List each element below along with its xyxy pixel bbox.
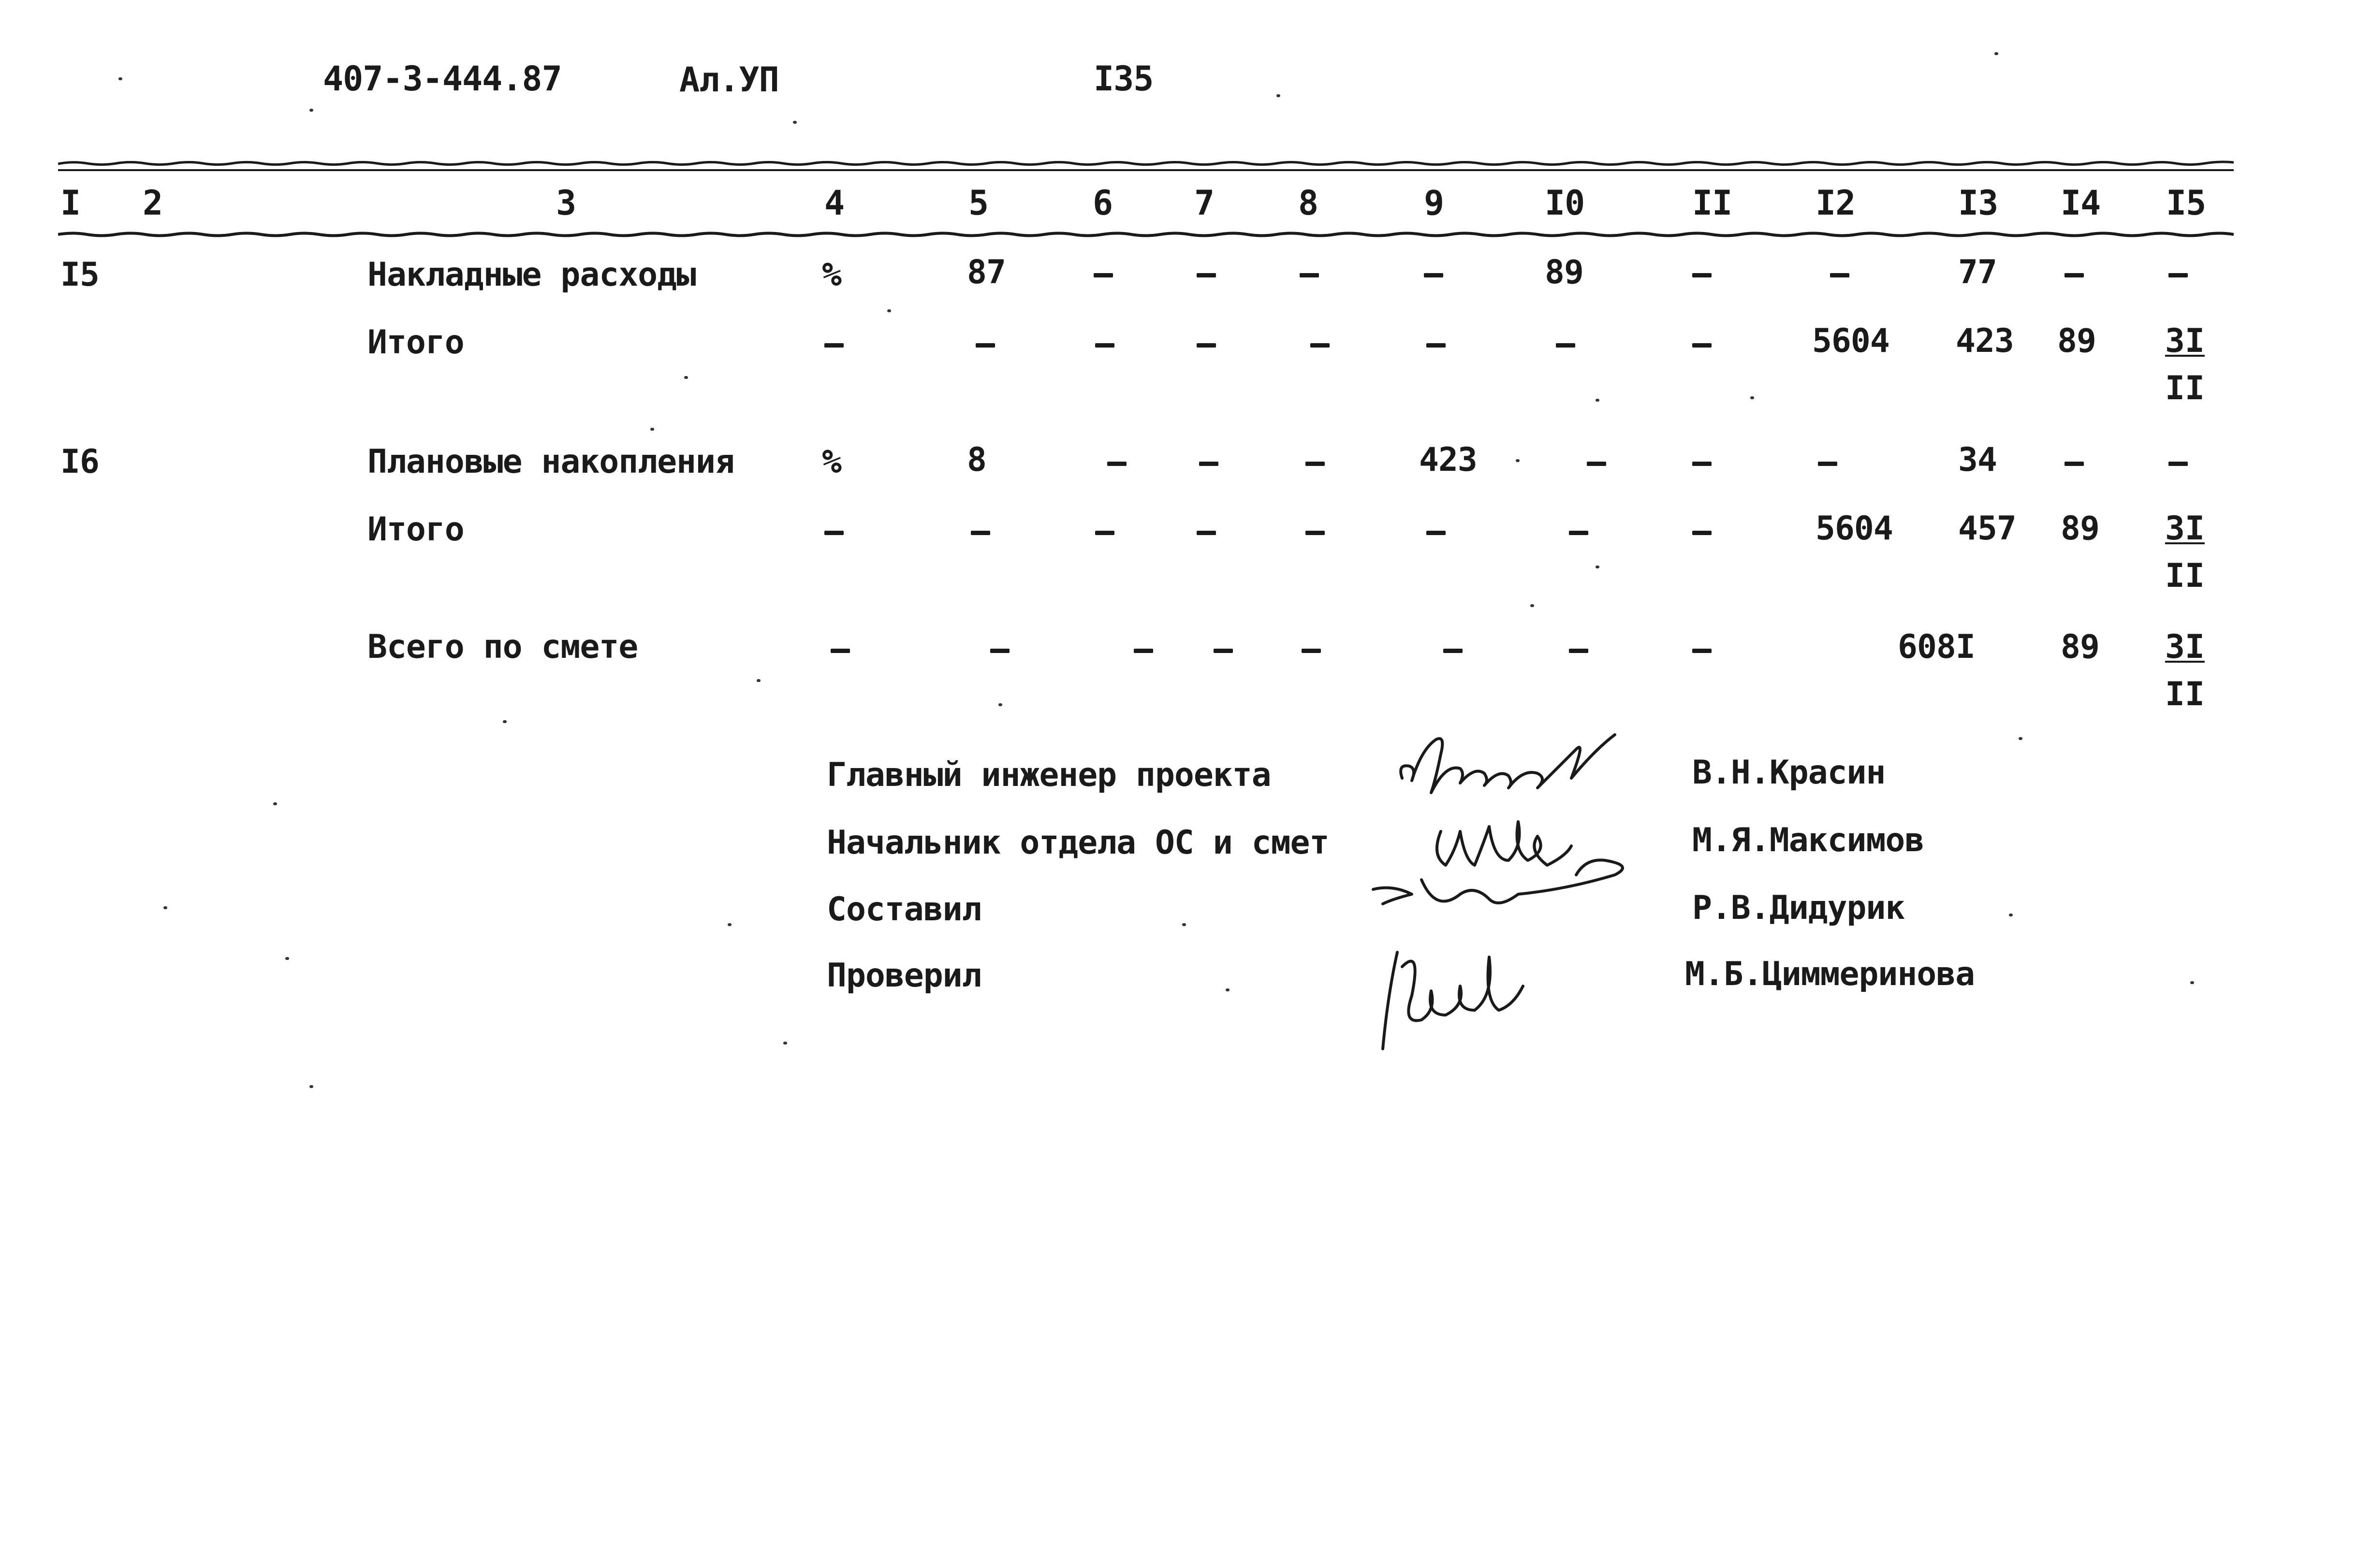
signature-name: Р.В.Дидурик xyxy=(1692,889,1905,927)
cell-dash xyxy=(1424,273,1443,277)
cell-col14: 89 xyxy=(2061,509,2099,548)
cell-dash xyxy=(824,343,844,348)
cell-dash xyxy=(1095,343,1114,348)
scan-speck xyxy=(1182,923,1186,926)
cell-dash xyxy=(1197,343,1216,348)
cell-dash xyxy=(1310,343,1330,348)
fraction-denominator: II xyxy=(2165,675,2205,713)
scan-speck xyxy=(2009,914,2013,916)
row-name: Плановые накопления xyxy=(367,443,734,481)
cell-col13: 457 xyxy=(1958,509,2016,548)
col-header-8: 8 xyxy=(1298,183,1318,223)
cell-dash xyxy=(1818,462,1837,466)
col-header-2: 2 xyxy=(143,183,163,223)
cell-col9: 423 xyxy=(1419,441,1477,479)
col-header-5: 5 xyxy=(968,183,989,223)
row-number: I6 xyxy=(60,443,99,481)
cell-col13: 423 xyxy=(1956,322,2014,360)
signature-name: М.Б.Циммеринова xyxy=(1685,955,1975,993)
handwritten-signature-2 xyxy=(1363,812,1654,923)
signature-role: Главный инженер проекта xyxy=(827,756,1271,794)
cell-dash xyxy=(1692,531,1712,535)
cell-col15-fraction xyxy=(2165,509,2205,595)
scan-speck xyxy=(309,1085,313,1088)
scan-speck xyxy=(273,802,277,805)
col-header-14: I4 xyxy=(2061,183,2101,223)
fraction-numerator: 3I xyxy=(2165,322,2205,360)
scan-speck xyxy=(887,309,891,312)
row-name: Итого xyxy=(367,323,464,362)
cell-dash xyxy=(1107,462,1127,466)
col-header-12: I2 xyxy=(1816,183,1856,223)
scan-speck xyxy=(1530,604,1534,607)
signature-name: В.Н.Красин xyxy=(1692,754,1886,792)
cell-col13: 77 xyxy=(1958,253,1997,291)
col-header-15: I5 xyxy=(2166,183,2206,223)
cell-dash xyxy=(2168,462,2188,466)
row-name: Всего по смете xyxy=(367,628,638,666)
cell-dash xyxy=(1095,531,1114,535)
col-header-1: I xyxy=(60,183,81,223)
cell-dash xyxy=(1569,649,1588,653)
cell-dash xyxy=(1830,273,1849,277)
scan-speck xyxy=(793,121,797,124)
scan-speck xyxy=(998,703,1002,706)
cell-col15-fraction xyxy=(2165,322,2205,407)
signature-role: Начальник отдела ОС и смет xyxy=(827,824,1329,862)
cell-dash xyxy=(2168,273,2188,277)
col-header-9: 9 xyxy=(1424,183,1444,223)
cell-col14: 89 xyxy=(2061,628,2099,666)
col-header-7: 7 xyxy=(1194,183,1215,223)
scan-speck xyxy=(757,679,761,682)
cell-dash xyxy=(1197,531,1216,535)
handwritten-signature-3 xyxy=(1368,938,1552,1063)
scan-speck xyxy=(163,906,167,909)
fraction-denominator: II xyxy=(2165,557,2205,595)
scan-speck xyxy=(1750,396,1754,399)
scan-speck xyxy=(309,109,313,112)
cell-dash xyxy=(1300,273,1319,277)
cell-dash xyxy=(1305,462,1325,466)
cell-col14: 89 xyxy=(2057,322,2096,360)
cell-dash xyxy=(1134,649,1153,653)
page-number: I35 xyxy=(1094,59,1154,99)
cell-dash xyxy=(1692,462,1712,466)
scan-speck xyxy=(285,957,289,960)
scan-speck xyxy=(503,720,507,723)
fraction-numerator: 3I xyxy=(2165,509,2205,548)
cell-dash xyxy=(824,531,844,535)
scan-speck xyxy=(1994,52,1998,55)
scan-speck xyxy=(1226,988,1230,991)
cell-col5: 87 xyxy=(967,253,1006,291)
cell-dash xyxy=(1587,462,1606,466)
row-name: Итого xyxy=(367,510,464,549)
document-code: 407-3-444.87 xyxy=(323,59,562,99)
cell-col13: 34 xyxy=(1958,441,1997,479)
cell-dash xyxy=(1302,649,1321,653)
cell-percent: % xyxy=(822,443,841,481)
col-header-3: 3 xyxy=(556,183,576,223)
scan-speck xyxy=(684,376,688,379)
signature-name: М.Я.Максимов xyxy=(1692,821,1924,859)
cell-dash xyxy=(2065,273,2084,277)
cell-dash xyxy=(976,343,995,348)
signature-role: Составил xyxy=(827,890,981,929)
col-header-11: II xyxy=(1692,183,1732,223)
cell-dash xyxy=(1426,343,1446,348)
cell-col12: 5604 xyxy=(1816,509,1893,548)
cell-dash xyxy=(1556,343,1575,348)
col-header-10: I0 xyxy=(1545,183,1585,223)
scan-speck xyxy=(1276,94,1280,97)
cell-dash xyxy=(971,531,990,535)
scan-speck xyxy=(2190,981,2194,984)
cell-dash xyxy=(1197,273,1216,277)
cell-col5: 8 xyxy=(967,441,986,479)
cell-col10: 89 xyxy=(1545,253,1583,291)
cell-col15-fraction xyxy=(2165,628,2205,713)
scan-speck xyxy=(728,923,732,926)
album-label: Ал.УП xyxy=(679,60,779,100)
scan-speck xyxy=(1596,566,1599,568)
col-header-6: 6 xyxy=(1093,183,1113,223)
fraction-numerator: 3I xyxy=(2165,628,2205,666)
cell-dash xyxy=(1094,273,1113,277)
cell-dash xyxy=(1305,531,1325,535)
cell-dash xyxy=(1443,649,1463,653)
cell-dash xyxy=(1692,649,1712,653)
scan-speck xyxy=(783,1042,787,1045)
scan-speck xyxy=(118,77,122,80)
table-header-rule xyxy=(58,231,2234,238)
cell-col12: 5604 xyxy=(1812,322,1889,360)
cell-dash xyxy=(831,649,850,653)
table-top-rule xyxy=(58,160,2234,166)
row-name: Накладные расходы xyxy=(367,256,696,294)
scan-speck xyxy=(1516,459,1520,462)
cell-dash xyxy=(1214,649,1233,653)
cell-dash xyxy=(1199,462,1218,466)
handwritten-signature-1 xyxy=(1392,720,1644,817)
col-header-13: I3 xyxy=(1958,183,1998,223)
cell-dash xyxy=(1692,343,1712,348)
scan-speck xyxy=(650,428,654,431)
fraction-denominator: II xyxy=(2165,369,2205,407)
row-number: I5 xyxy=(60,256,99,294)
cell-dash xyxy=(990,649,1010,653)
table-top-rule-2 xyxy=(58,169,2234,171)
cell-dash xyxy=(1426,531,1446,535)
cell-dash xyxy=(1692,273,1712,277)
cell-dash xyxy=(1569,531,1588,535)
scan-speck xyxy=(2019,737,2022,740)
cell-dash xyxy=(2065,462,2084,466)
signature-role: Проверил xyxy=(827,957,981,995)
cell-percent: % xyxy=(822,256,841,294)
col-header-4: 4 xyxy=(824,183,845,223)
cell-col12: 608I xyxy=(1898,628,1975,666)
scan-speck xyxy=(1596,399,1599,402)
